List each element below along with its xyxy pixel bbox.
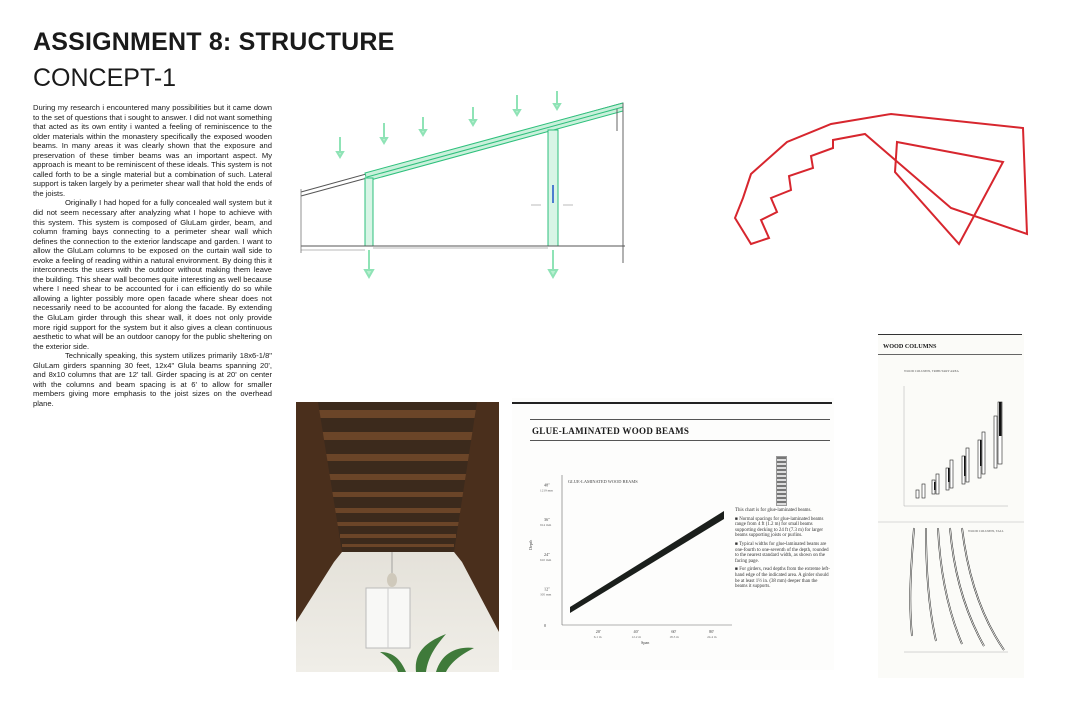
- note-2: ■ Normal spacings for glue-laminated beams range from 4 ft (1.2 m) for small beams supporting decking to 24 ft (7.3 m) for larger beams supporting joists or purlins.: [735, 516, 824, 539]
- glulam-y-tick-metric: 610 mm: [540, 557, 552, 562]
- glulam-y-tick-metric: 1219 mm: [540, 488, 553, 493]
- glulam-chart: [522, 450, 734, 650]
- glulam-y-tick: 48": [544, 482, 550, 488]
- glulam-x-tick-metric: 18.3 m: [669, 635, 679, 639]
- wc-bottom-title: WOOD COLUMNS, TALL: [968, 529, 1004, 533]
- glulam-x-tick: 60': [671, 629, 677, 634]
- glulam-chart-sheet: [512, 398, 834, 670]
- glulam-x-tick: 40': [633, 629, 639, 634]
- glulam-x-tick: 80': [709, 629, 715, 634]
- page-subtitle: CONCEPT-1: [33, 64, 177, 92]
- paragraph-3: Technically speaking, this system utilizes primarily 18x6-1/8" GluLam girders spanning 30 feet, 12x4" Glula beams spanning 20', and 8x10 columns that are 12' tall. Girder spacing is at 20' on center with the columns and beam spacing is at 6' to allow for smaller members giving more emphasis to the joist sizes on the overhead plane.: [33, 351, 272, 408]
- wood-columns-sheet: [878, 334, 1024, 678]
- wood-columns-charts: [878, 356, 1024, 676]
- body-text: [33, 103, 272, 409]
- structure-section-drawing: [295, 85, 640, 285]
- glulam-depth-band: [570, 511, 724, 613]
- timber-ceiling-photo: [296, 402, 499, 672]
- reaction-arrows: [365, 250, 557, 277]
- glulam-x-label: Span: [641, 640, 650, 645]
- glulam-x-tick-metric: 6.1 m: [593, 635, 602, 639]
- note-3: ■ Typical widths for glue-laminated beams are one-fourth to one-seventh of the depth, rounded to the nearest standard width, as shown on the facing page.: [735, 541, 829, 564]
- glulam-y-tick: 12": [544, 586, 550, 592]
- glulam-x-tick-metric: 12.2 m: [631, 635, 641, 639]
- glulam-y-label: Depth: [528, 539, 533, 550]
- scale-bar: [776, 456, 787, 506]
- glulam-y-tick: 24": [544, 551, 550, 557]
- glulam-x-tick-metric: 24.4 m: [707, 635, 717, 639]
- paragraph-1: During my research i encountered many possibilities but it came down to the set of questions that i sought to answer. I did not want something that acted as its own entity i wanted a feeling of reminiscence to the older materials within the monastery specifically the exposed wooden beams. In many areas it was clearly shown that the exposure and preservation of these timber beams was an important aspect. My approach is meant to be reminiscent of these ideals. This system is not called forth to be a single material but a combination of such. Lateral support is taken largely by a perimeter shear wall that hold the ends of the joists.: [33, 103, 272, 198]
- page-title: ASSIGNMENT 8: STRUCTURE: [33, 28, 395, 56]
- glulam-origin-label: 0: [544, 623, 547, 628]
- glulam-heading: GLUE-LAMINATED WOOD BEAMS: [532, 426, 690, 436]
- glulam-y-tick: 36": [544, 517, 550, 523]
- load-arrows: [337, 91, 560, 157]
- wood-columns-heading: WOOD COLUMNS: [883, 343, 937, 350]
- wc-top-title: WOOD COLUMNS, TRIBUTARY AREA: [904, 369, 959, 373]
- note-1: This chart is for glue-laminated beams.: [735, 508, 812, 513]
- rule-top: [512, 402, 832, 404]
- paragraph-2: Originally I had hoped for a fully concealed wall system but it did not seem necessary after analyzing what I hope to achieve with this system. This system is composed of GluLam girder, beam, and column framing bays connecting to a perimeter shear wall which defines the connection to the exterior landscape and garden. I want to allow the GluLam columns to be exposed on the curtain wall side to evoke a feeling of reading within a natural environment. By doing this it interconnects the users with the outdoor without making them leave the building. This shear wall becomes quite interesting as well because where I need shear to be accounted for i can efficiently do so while allowing a lighter possibly more open facade where shear does not necessarily need to be accounted for along the facade. By extending the GluLam girder through this shear wall, it does not only provide more rigid support for the system but it also gives a clean continuous aesthetic to what will be an outdoor canopy for the public sheltering on the exterior side.: [33, 198, 272, 351]
- plan-outline-drawing: [715, 112, 1035, 252]
- glulam-notes: [735, 508, 831, 590]
- wc-rule-mid: [878, 354, 1022, 355]
- note-4: ■ For girders, read depths from the extreme left-hand edge of the indicated area. A girder should be at least 1½ in. (38 mm) deeper than the beams it supports.: [735, 567, 830, 590]
- glulam-y-tick-metric: 305 mm: [540, 592, 552, 597]
- rule-under-heading: [530, 440, 830, 441]
- glulam-chart-title: GLUE-LAMINATED WOOD BEAMS: [568, 479, 638, 484]
- wc-rule-top: [878, 334, 1022, 335]
- glulam-x-tick: 20': [595, 629, 601, 634]
- rule-mid: [530, 419, 830, 420]
- glulam-y-tick-metric: 914 mm: [540, 523, 552, 528]
